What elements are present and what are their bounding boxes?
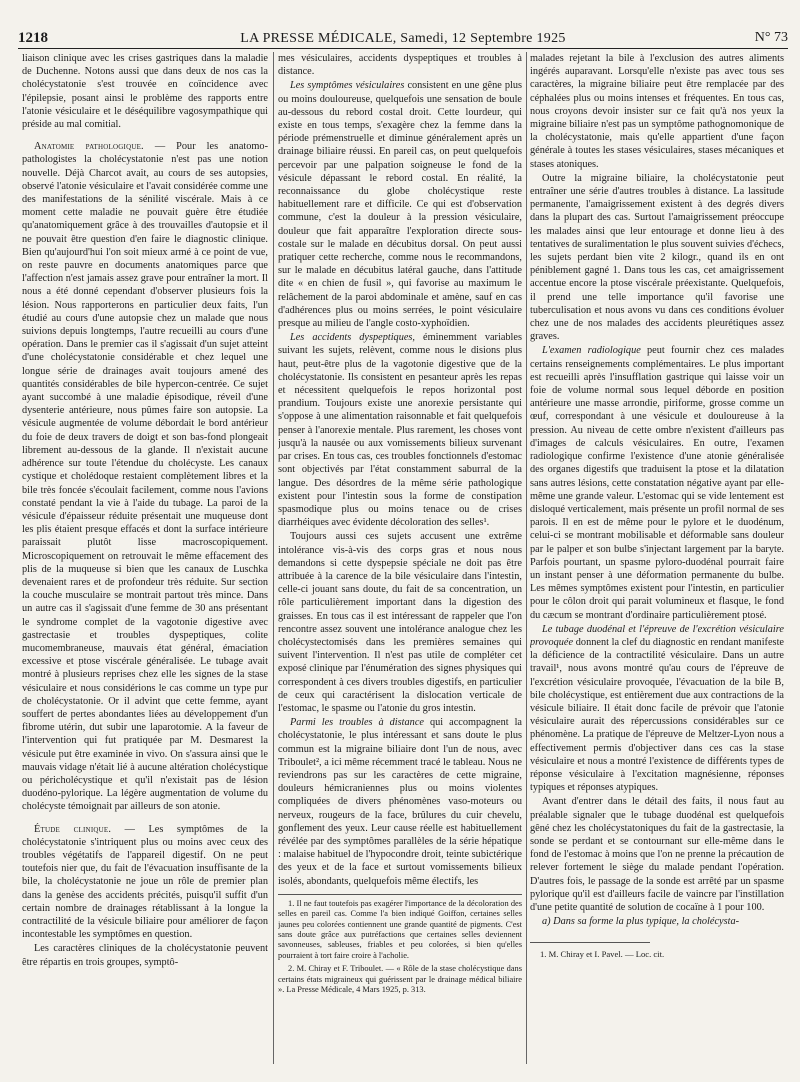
section-heading-clinique: Étude clinique. — [34, 823, 112, 835]
footnote-2: 2. M. Chiray et F. Triboulet. — « Rôle de la stase cholécystique dans certains états migraineux qui guérissent par le drainage médical biliaire ». La Presse Médicale, 4 Mars 1925, p. 313. — [278, 964, 522, 995]
label-examen-radiologique: L'examen radiologique — [542, 345, 641, 357]
paragraph-migraine: malades rejetant la bile à l'exclusion des autres aliments ingérés auparavant. Lorsqu'elle n'existe pas avec tous ses caractères, la migraine biliaire peut être remplacée par des céphalées plus ou moins intenses et fréquentes. En tous cas, nous croyons devoir insister sur ce fait qu'à nos yeux la migraine biliaire n'est pas un symptôme pathognomonique de la cholécystatonie, mais qu'elle appartient d'une façon générale à toutes les stases vésiculaires, stases mécaniques et stases atoniques. — [530, 53, 784, 170]
paragraph-amaigrissement: Outre la migraine biliaire, la cholécystatonie peut entraîner une série d'autres troubles à distance. La lassitude permanente, l'amaigrissement existent à des degrés divers dans la plupart des cas. Surtout l'amaigrissement préoccupe les malades ainsi que leur entourage et donne lieu à des tentatives de suralimentation le plus souvent suivies d'échecs, les sujets perdant bien vite 2 kilogr., quand ils en ont péniblement gagné 1. Dans tous les cas, cet amaigrissement accentue encore la ptose viscérale préexistante. Quelquefois, il prend une telle importance qu'il favorise une tuberculisation et nous avons vu dans ces conditions évoluer chez une de nos malades des accidents pleurétiques assez graves. — [530, 172, 784, 343]
paragraph-symptomes-vesiculaires — [278, 79, 522, 330]
column-3 — [530, 52, 784, 1064]
section-etude-clinique — [22, 823, 268, 942]
section-anatomie — [22, 140, 268, 813]
page-number: 1218 — [18, 30, 48, 46]
column-2 — [278, 52, 522, 1064]
paragraph-continuation: mes vésiculaires, accidents dyspeptiques et troubles à distance. — [278, 53, 522, 78]
paragraph-examen-radiologique — [530, 344, 784, 621]
text-symptomes-vesiculaires: consistent en une gêne plus ou moins douloureuse, quelquefois une sensation de boule au-dessous du rebord costal droit. Cette lourdeur, qui existe en tous temps, s'exagère chez la femme dans la période prémenstruelle et diminue généralement après un drainage biliaire réussi. En pareil cas, on peut quelquefois percevoir par une palpation soigneuse le fond de la vésicule dépassant le rebord costal. En réalité, la reconnaissance du globe cholécystique reste habituellement rare et difficile. Ce qui est d'observation commune, c'est la douleur à la pression vésiculaire, douleur que fait apparaître l'exploration directe sous-costale sur le malade en décubitus dorsal. On peut aussi pratiquer cette recherche, comme nous le recommandons, sur le malade en décubitus latéral gauche, dans l'attitude dite « en chien de fusil », qui favorise au maximum le relâchement de la paroi abdominale et amène, sauf en cas d'adhérences plus ou moins serrées, le point vésiculaire presque au milieu de l'angle costo-xyphoïdien. — [278, 80, 522, 330]
page-header — [18, 30, 788, 49]
text-troubles-distance: qui accompagnent la cholécystatonie, le plus intéressant et sans doute le plus commun est la migraine biliaire dont l'un de nous, avec Triboulet², a ici même récemment tracé le tableau. Nous ne reviendrons pas sur les caractères de cette migraine, douleurs hémicraniennes plus ou moins violentes compliquées de divers phénomènes vaso-moteurs ou nerveux, rougeurs de la face, brûlures du cuir chevelu, gonflement des yeux. Leur cause réelle est habituellement révélée par des symptômes parallèles de la série hépatique : malaise habituel de l'hypocondre droit, teinte subictérique des yeux et de la face et surtout vomissements bilieux isolés, abondants, quelquefois même électifs, les — [278, 717, 522, 887]
column-divider-1 — [273, 52, 274, 1064]
footnote-1: 1. Il ne faut toutefois pas exagérer l'importance de la décoloration des selles en pareil cas. Comme l'a bien indiqué Goiffon, certaines selles jaunes peu colorées contiennent une grande quantité de pigments. C'est sans doute grâce aux putréfactions que certaines selles deviennent savonneuses, sableuses, friables et peu colorées, si bien qu'elles pourraient à tort faire croire à l'acholie. — [278, 898, 522, 960]
paragraph-caracteres: Les caractères cliniques de la cholécystatonie peuvent être répartis en trois groupes, symptô- — [22, 943, 268, 968]
text-forme-typique: a) Dans sa forme la plus typique, la cholécysta- — [542, 916, 740, 928]
paragraph-accidents-dyspeptiques — [278, 331, 522, 529]
paragraph-corps-gras: Toujours aussi ces sujets accusent une extrême intolérance vis-à-vis des corps gras et nous nous demandons si cette dyspepsie spéciale ne doit pas être attribuée à la carence de la bile vésiculaire dans l'intestin, celle-ci jouant sans doute, du fait de sa concentration, un rôle particulièrement important dans la digestion des graisses. En tous cas il est intéressant de rappeler que l'on rencontre assez souvent une intolérance analogue chez les cholécystectomisés dans les premières semaines qui suivent l'intervention. Il n'est pas utile de compléter cet exposé clinique par l'énumération des signes physiques qui correspondent à ces divers troubles digestifs, en particulier de ceux qui caractérisent la dislocation verticale de l'estomac, le spasme ou l'atonie du gros intestin. — [278, 531, 522, 714]
column-1 — [22, 52, 268, 1064]
footnotes-col3 — [530, 942, 784, 960]
paragraph-tubage-duodenal — [530, 623, 784, 795]
column-divider-2 — [526, 52, 527, 1064]
section-heading-anatomie: Anatomie pathologique. — [34, 141, 144, 153]
label-accidents-dyspeptiques: Les accidents dyspeptiques, — [290, 332, 416, 344]
issue-number: N° 73 — [754, 30, 788, 45]
text-examen-radiologique: peut fournir chez ces malades certains renseignements complémentaires. Le plus important est recueilli après l'insufflation gastrique qui laisse voir un foie de volume normal sous lequel déborde en position antérieure une masse arrondie, piriforme, grosse comme un œuf, correspondant à une vésicule et douloureuse à la pression. Au niveau de cette ombre n'existent d'ailleurs pas d'images de calculs vésiculaires. En outre, l'examen radiologique confirme l'existence d'une atonie généralisée des organes digestifs que traduisent la ptose et la dilatation sans autres lésions, cette constatation négative ayant par elle-même une grande valeur. L'estomac qui se vide lentement est disloqué verticalement, mais présente un profil normal de ses parois. Il en est de même pour le pylore et le duodénum, celui-ci se montrant mobilisable et déformable sans douleur par le palper et son bulbe s'injectant largement par la baryte. Parfois pourtant, un spasme pyloro-duodénal pourrait faire un instant penser à une déformation permanente du bulbe. Les mêmes symptômes existent pour l'intestin, en particulier pour le côlon droit qui parait volumineux et flasque, le fond du cæcum se montrant d'ordinaire particulièrement ptosé. — [530, 345, 784, 621]
label-symptomes-vesiculaires: Les symptômes vésiculaires — [290, 80, 405, 92]
text-tubage-duodenal: donnent la clef du diagnostic en rendant manifeste la déficience de la contractilité vésiculaire. Dans un autre travail¹, nous avons montré qu'au cours de l'épreuve de l'excrétion vésiculaire provoquée, l'évacuation de la bile B, bile cholécystique, est entièrement due aux contractions de la vésicule biliaire. Il était donc facile de prévoir que l'atonie vésiculaire aurait des répercussions considérables sur ce phénomène. La pratique de l'épreuve de Meltzer-Lyon nous a effectivement permis d'objectiver dans ces cas la stase vésiculaire et nous a montré l'existence de différents types de réponse vésiculaire à l'excitation magnésienne, réponses typiques et réponses atypiques. — [530, 636, 784, 794]
section-text-clinique: — Les symptômes de la cholécystatonie s'intriquent plus ou moins avec ceux des troubles végétatifs de l'appareil digestif. On ne peut toutefois nier que, du fait de l'évacuation insuffisante de la bile, la cholécystatonie ne joue un rôle de premier plan dans la genèse des accidents précités, puisqu'il suffit d'un certain nombre de drainages rétablissant à la longue la contractilité de la vésicule biliaire pour améliorer de façon incontestable les symptômes en question. — [22, 823, 268, 941]
footnote-rule — [530, 942, 650, 943]
label-troubles-distance: Parmi les troubles à distance — [290, 717, 424, 729]
section-text-anatomie: — Pour les anatomo-pathologistes la cholécystatonie n'est pas une notion nouvelle. Déjà Charcot avait, au cours de ses autopsies, observé l'atonie vésiculaire et l'avait considérée comme une des manifestations de la sénilité viscérale. Mais à ce moment cette maladie ne pouvait guère être étudiée qu'anatomiquement grâce à des trouvailles d'autopsie et il ne pouvait être question d'en faire le diagnostic clinique. Bien qu'aujourd'hui l'on soit mieux armé à ce point de vue, on reste pauvre en documents anatomiques parce que l'affection n'est jamais assez grave pour entraîner la mort. Il nous a été donné cependant d'observer plusieurs fois la lésion. Nous rapporterons en particulier deux faits, l'un étudié au cours d'une autopsie chez un malade que nous suivions depuis longtemps, l'autre recueilli au cours d'une opération. Dans le premier cas il s'agissait d'un sujet atteint d'une cholécystatonie considérable et chez lequel une longue série de drainages avait toujours amené des quantités considérables de bile hypercon-centrée. Ce sujet ayant succombé à une maladie épisodique, réveil d'une dysenterie antérieure, nous pûmes faire son autopsie. La vésicule augmentée de volume débordait le bord antérieur du foie de deux travers de doigt et son bas-fond plongeait librement au-dessous de la glande. Il n'existait aucune adhérence sur toute l'étendue du cholécyste. Les canaux cystique et cholédoque restaient complètement libres et la bile très foncée s'écoulait facilement, comme nous l'avions constaté pendant la vie à l'aide du tubage. La paroi de la vésicule d'épaisseur réduite présentait une muqueuse dont les plis étaient presque effacés et dont la surface intérieure paraissait plutôt lisse macroscopiquement. Microscopiquement on retrouvait le même effacement des plis de la muqueuse si bien que les canaux de Luschka devenaient rares et de profondeur très réduite. Sur section la couche musculaire se montrait partout très mince. Dans un autre cas il s'agissait d'une femme de 30 ans présentant le syndrome complet de la vagotonie digestive avec gastrectasie et troubles dyspeptiques, colite mucomembraneuse, mauvais état général, émaciation excessive et ptose viscérale généralisée. Le tubage avait montré à plusieurs reprises chez elle les signes de la stase vésiculaire et nous considérions le cas comme un type pur de cholécystatonie. Or il advint que cette femme, ayant souffert de pertes abondantes liées au développement d'un fibrome utérin, dut subir une laparotomie. A la faveur de l'intervention qui fut pratiquée par M. Desmarest la vésicule put être examinée in vivo. On s'assura ainsi que le mauvais vidage n'était lié à aucune altération cholécystique ou péricholécystique et qu'il n'existait pas de lésion duodéno-pylorique. La légère augmentation de volume du cholécyste témoignait par ailleurs de son atonie. — [22, 141, 268, 813]
footnote-col3-1: 1. M. Chiray et I. Pavel. — Loc. cit. — [540, 949, 665, 960]
footnotes — [278, 894, 522, 996]
paragraph-forme-typique — [530, 915, 784, 928]
paragraph-avant-entrer: Avant d'entrer dans le détail des faits, il nous faut au préalable signaler que le tubage duodénal est quelquefois gêné chez les cholécystatoniques du fait de la gastrectasie, la sonde se perdant et se contournant sur elle-même dans le fond de l'estomac à moins que l'on ne prenne la précaution de relever fortement le siège du malade pendant l'opération. D'autres fois, le passage de la sonde est arrêté par un spasme pylorique qu'il est d'ailleurs facile de vaincre par l'instillation d'une petite quantité de solution de cocaïne à 1 pour 100. — [530, 796, 784, 913]
paragraph-intro: liaison clinique avec les crises gastriques dans la maladie de Duchenne. Notons aussi que dans deux de nos cas la cholécystatonie s'est trouvée en coïncidence avec l'épilepsie, posant ainsi le problème des rapports entre l'atonie vésiculaire et le déséquilibre vagosympathique qui préside au mal comitial. — [22, 53, 268, 131]
journal-title: LA PRESSE MÉDICALE, Samedi, 12 Septembre 1925 — [240, 31, 566, 46]
paragraph-troubles-distance — [278, 716, 522, 888]
text-accidents-dyspeptiques: éminemment variables suivant les sujets, relèvent, comme nous le disions plus haut, peut-être plus de la vagotonie digestive que de la cholécystatonie. Ils consistent en pesanteur après les repas et nécessitent quelquefois le repos horizontal post prandium. Toujours existe une anorexie persistante qui s'oppose à une alimentation raisonnable et fait quelquefois penser à l'anorexie mentale. Plus rarement, les choses vont jusqu'à la nausée ou aux vomissements bilieux survenant par crises. En tous cas, ces troubles fonctionnels d'estomac sont objectivés par l'état constamment saburral de la langue. Des désordres de la même série pathologique existent pour l'intestin sous la forme de constipation spasmodique plus ou moins tenace ou de crises diarrhéiques avec évidente décoloration des selles¹. — [278, 332, 522, 529]
label-tubage-duodenal: Le tubage duodénal et l'épreuve de l'excrétion vésiculaire provoquée — [530, 623, 784, 648]
